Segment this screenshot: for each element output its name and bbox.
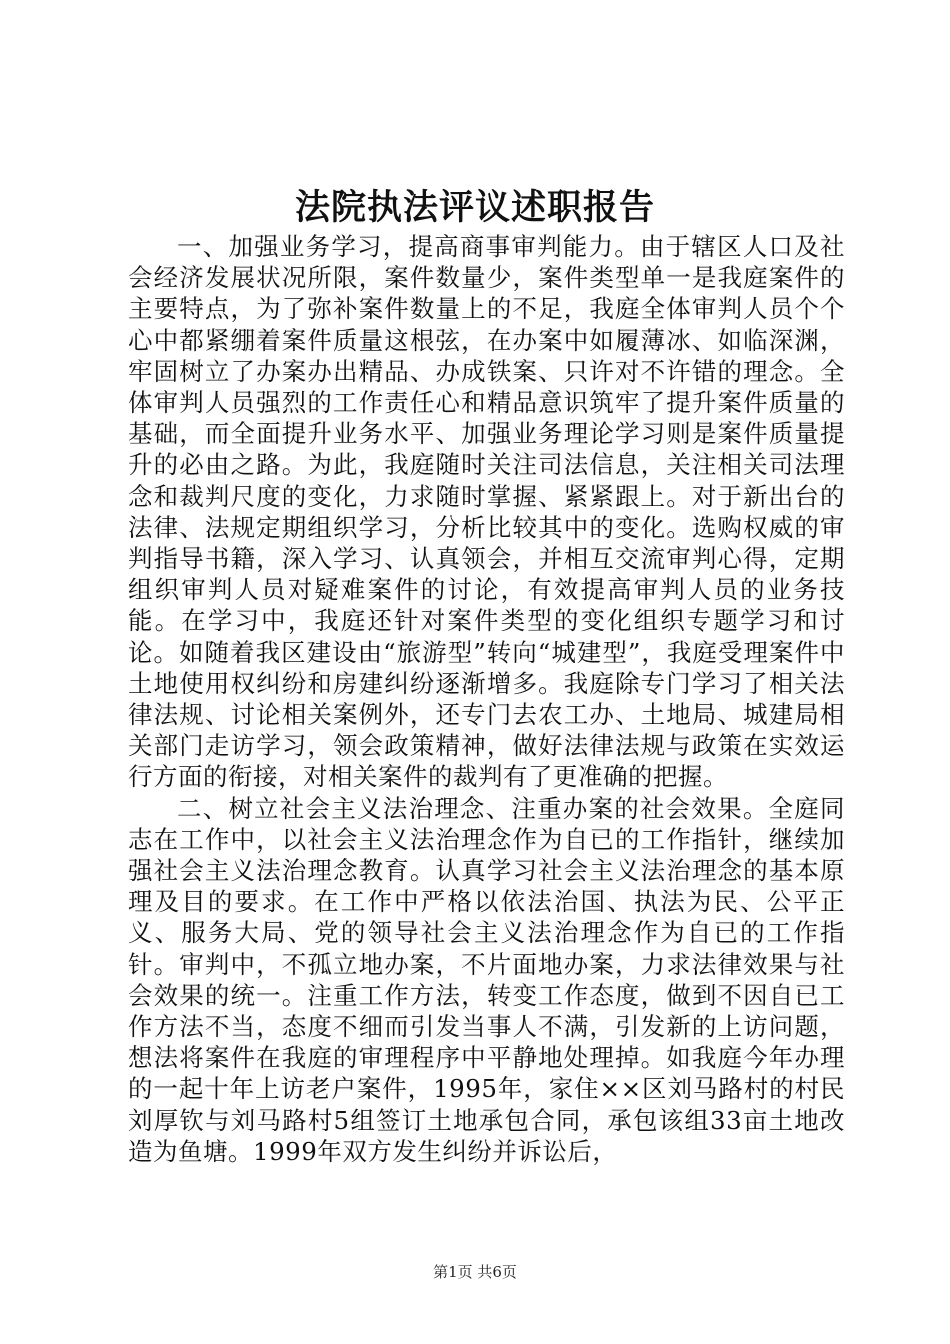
document-body [128,231,845,1167]
page-number-footer: 第1页 共6页 [433,1263,517,1281]
paragraph-1: 一、加强业务学习，提高商事审判能力。由于辖区人口及社会经济发展状况所限，案件数量少，案件类型单一是我庭案件的主要特点，为了弥补案件数量上的不足，我庭全体审判人员个个心中都紧绷着案件质量这根弦，在办案中如履薄冰、如临深渊，牢固树立了办案办出精品、办成铁案、只许对不许错的理念。全体审判人员强烈的工作责任心和精品意识筑牢了提升案件质量的基础，而全面提升业务水平、加强业务理论学习则是案件质量提升的必由之路。为此，我庭随时关注司法信息，关注相关司法理念和裁判尺度的变化，力求随时掌握、紧紧跟上。对于新出台的法律、法规定期组织学习，分析比较其中的变化。选购权威的审判指导书籍，深入学习、认真领会，并相互交流审判心得，定期组织审判人员对疑难案件的讨论，有效提高审判人员的业务技能。在学习中，我庭还针对案件类型的变化组织专题学习和讨论。如随着我区建设由“旅游型”转向“城建型”，我庭受理案件中土地使用权纠纷和房建纠纷逐渐增多。我庭除专门学习了相关法律法规、讨论相关案例外，还专门去农工办、土地局、城建局相关部门走访学习，领会政策精神，做好法律法规与政策在实效运行方面的衔接，对相关案件的裁判有了更准确的把握。 [128,232,845,792]
paragraph-2: 二、树立社会主义法治理念、注重办案的社会效果。全庭同志在工作中，以社会主义法治理念作为自已的工作指针，继续加强社会主义法治理念教育。认真学习社会主义法治理念的基本原理及目的要求。在工作中严格以依法治国、执法为民、公平正义、服务大局、党的领导社会主义法治理念作为自已的工作指针。审判中，不孤立地办案，不片面地办案，力求法律效果与社会效果的统一。注重工作方法，转变工作态度，做到不因自已工作方法不当，态度不细而引发当事人不满，引发新的上访问题，想法将案件在我庭的审理程序中平静地处理掉。如我庭今年办理的一起十年上访老户案件，1995年，家住××区刘马路村的村民刘厚钦与刘马路村5组签订土地承包合同，承包该组33亩土地改造为鱼塘。1999年双方发生纠纷并诉讼后， [128,793,845,1166]
document-title: 法院执法评议述职报告 [294,187,655,228]
